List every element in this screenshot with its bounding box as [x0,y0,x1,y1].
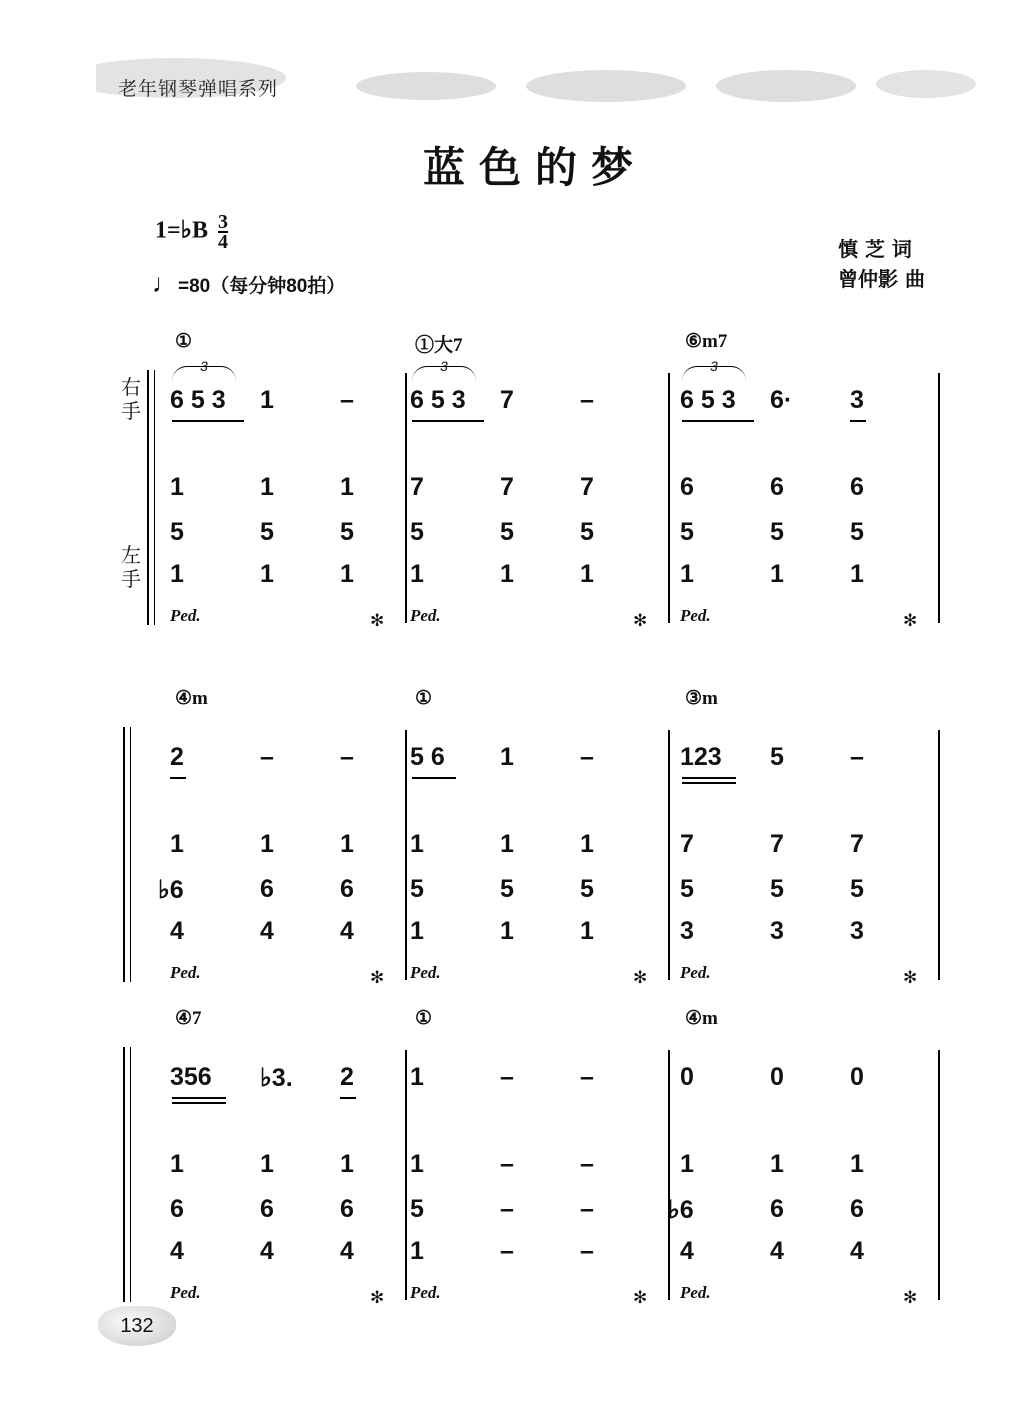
lh-note: 1 [340,473,354,501]
bar-line [668,1050,670,1300]
triplet-arc [172,366,236,381]
beam-underline [412,777,456,779]
chord-symbol: ④7 [175,1008,202,1029]
bar-line [668,730,670,980]
bar-line [405,1050,407,1300]
lh-note: 1 [680,1150,694,1178]
lh-note: 4 [850,1237,864,1265]
lh-note: 4 [680,1237,694,1265]
lh-note: 5 [170,518,184,546]
double-beam-underline [172,1097,226,1099]
rh-note: 3 [850,386,864,414]
system-bracket [147,370,149,625]
lh-note: 1 [500,830,514,858]
lh-note: 7 [580,473,594,501]
bar-line [938,1050,940,1300]
lh-note: 4 [260,1237,274,1265]
rh-note: – [260,743,274,771]
triplet-mark: 3 [440,358,448,374]
lh-note: 1 [410,560,424,588]
rh-note: 6· [770,386,793,414]
time-bottom: 4 [218,231,229,253]
lh-note: 7 [770,830,784,858]
pedal-mark: Ped. [410,606,441,625]
pedal-mark: Ped. [410,963,441,982]
rh-note: 0 [680,1063,694,1091]
lh-note: – [500,1150,514,1178]
rh-note: – [580,1063,594,1091]
page-number-heart-badge [98,1306,176,1346]
system-bracket [154,370,155,625]
rh-note: 6 5 3 [680,386,736,414]
chord-symbol: ③m [685,688,718,709]
lh-note: 1 [500,917,514,945]
pedal-release-mark: ✻ [903,1288,918,1307]
song-title: 蓝色的梦 [422,143,647,192]
lh-note: 1 [580,560,594,588]
lh-note: 1 [260,473,274,501]
lh-note: 5 [680,875,694,903]
lh-note: 5 [770,875,784,903]
lh-note: 5 [850,518,864,546]
pedal-mark: Ped. [170,963,201,982]
lh-note: 4 [260,917,274,945]
beam-underline [682,420,754,422]
lh-note: 5 [340,518,354,546]
time-signature [218,213,228,251]
lh-note: 1 [850,1150,864,1178]
lh-note: 5 [770,518,784,546]
beam-underline [172,420,244,422]
lh-note: 1 [770,560,784,588]
beam-underline [340,1097,356,1099]
lh-note: 1 [340,830,354,858]
pedal-mark: Ped. [680,963,711,982]
lh-note: 1 [410,1150,424,1178]
time-top: 3 [218,211,229,233]
pedal-mark: Ped. [170,606,201,625]
lh-note: 1 [170,1150,184,1178]
double-beam-underline [172,1102,226,1104]
rh-note: 356 [170,1063,212,1091]
rh-note: 1 [500,743,514,771]
left-hand-label [121,543,141,591]
bar-line [405,373,407,623]
pedal-release-mark: ✻ [370,968,385,987]
right-hand-char-2: 手 [121,399,141,423]
rh-note: 6 5 3 [410,386,466,414]
lh-note: 5 [410,875,424,903]
rh-note: – [340,743,354,771]
lh-note: 4 [170,1237,184,1265]
pedal-release-mark: ✻ [370,1288,385,1307]
pedal-release-mark: ✻ [633,611,648,630]
lh-note: 5 [260,518,274,546]
lh-note: ♭6 [158,876,184,904]
lh-note: 6 [850,1195,864,1223]
lh-note: 1 [410,917,424,945]
chord-symbol: ① [175,331,193,352]
lh-note: 6 [850,473,864,501]
lh-note: 1 [340,1150,354,1178]
rh-note: – [580,743,594,771]
beam-underline [170,777,186,779]
bar-line [405,730,407,980]
lh-note: 3 [770,917,784,945]
lyricist: 慎 芝 词 [838,237,912,261]
system-bracket [123,1047,125,1302]
system-bracket [130,727,131,982]
key-signature [155,213,228,251]
rh-note: – [850,743,864,771]
lh-note: 5 [500,875,514,903]
rh-note: 0 [850,1063,864,1091]
lh-note: 4 [340,1237,354,1265]
lh-note: 1 [340,560,354,588]
system-bracket [130,1047,131,1302]
chord-symbol: ④m [175,688,208,709]
tempo-marking [152,268,345,299]
lh-note: – [500,1237,514,1265]
rh-note: 1 [260,386,274,414]
pedal-release-mark: ✻ [903,968,918,987]
lh-note: 5 [410,1195,424,1223]
lh-note: 5 [580,518,594,546]
chord-symbol: ① [415,1008,433,1029]
pedal-mark: Ped. [680,606,711,625]
bar-line [668,373,670,623]
lh-note: 5 [500,518,514,546]
lh-note: 5 [410,518,424,546]
pedal-mark: Ped. [410,1283,441,1302]
tempo-text: =80（每分钟80拍） [178,276,346,297]
lh-note: 1 [170,560,184,588]
lh-note: 6 [770,473,784,501]
lh-note: 6 [260,875,274,903]
lh-note: 1 [680,560,694,588]
lh-note: 1 [770,1150,784,1178]
lh-note: 1 [500,560,514,588]
triplet-arc [682,366,746,381]
rh-note: – [340,386,354,414]
lh-note: 6 [680,473,694,501]
right-hand-char-1: 右 [121,375,141,399]
lh-note: – [500,1195,514,1223]
lh-note: – [580,1195,594,1223]
chord-symbol: ① [415,688,433,709]
chord-symbol: ④m [685,1008,718,1029]
lh-note: 1 [410,830,424,858]
series-title: 老年钢琴弹唱系列 [118,79,279,100]
triplet-arc [412,366,476,381]
lh-note: 6 [340,875,354,903]
lh-note: 6 [340,1195,354,1223]
lh-note: 1 [170,830,184,858]
lh-note: 5 [850,875,864,903]
left-hand-char-2: 手 [121,567,141,591]
lh-note: 1 [260,560,274,588]
page-number: 132 [120,1315,154,1337]
lh-note: ♭6 [668,1196,694,1224]
lh-note: 4 [170,917,184,945]
bar-line [938,730,940,980]
composer: 曾仲影 曲 [838,267,925,291]
lh-note: – [580,1237,594,1265]
rh-note: ♭3. [260,1064,293,1092]
lh-note: – [580,1150,594,1178]
rh-note: 2 [340,1063,354,1091]
lh-note: 1 [410,1237,424,1265]
lh-note: 7 [850,830,864,858]
beam-underline [850,420,866,422]
key-label: 1=♭B [155,217,209,244]
right-hand-label [121,375,141,423]
rh-note: 1 [410,1063,424,1091]
lh-note: 7 [500,473,514,501]
lh-note: 3 [680,917,694,945]
rh-note: 5 6 [410,743,445,771]
rh-note: 7 [500,386,514,414]
lh-note: 5 [680,518,694,546]
lh-note: 1 [170,473,184,501]
rh-note: 6 5 3 [170,386,226,414]
double-beam-underline [682,777,736,779]
lh-note: 4 [340,917,354,945]
left-hand-char-1: 左 [121,543,141,567]
lh-note: 1 [850,560,864,588]
lh-note: 6 [260,1195,274,1223]
rh-note: 123 [680,743,722,771]
lh-note: 1 [580,830,594,858]
triplet-mark: 3 [710,358,718,374]
lh-note: 7 [680,830,694,858]
system-bracket [123,727,125,982]
pedal-release-mark: ✻ [633,968,648,987]
bar-line [938,373,940,623]
lh-note: 4 [770,1237,784,1265]
credits [838,234,925,294]
pedal-release-mark: ✻ [633,1288,648,1307]
beam-underline [412,420,484,422]
lh-note: 6 [770,1195,784,1223]
lh-note: 7 [410,473,424,501]
quarter-note-icon: ♩ [152,268,178,298]
pedal-mark: Ped. [170,1283,201,1302]
chord-symbol: ⑥m7 [685,331,728,352]
rh-note: – [580,386,594,414]
lh-note: 1 [260,1150,274,1178]
rh-note: 0 [770,1063,784,1091]
pedal-release-mark: ✻ [370,611,385,630]
lh-note: 3 [850,917,864,945]
lh-note: 5 [580,875,594,903]
pedal-mark: Ped. [680,1283,711,1302]
triplet-mark: 3 [200,358,208,374]
lh-note: 1 [260,830,274,858]
chord-symbol: ①大7 [415,335,463,356]
lh-note: 1 [580,917,594,945]
rh-note: – [500,1063,514,1091]
double-beam-underline [682,782,736,784]
pedal-release-mark: ✻ [903,611,918,630]
rh-note: 5 [770,743,784,771]
rh-note: 2 [170,743,184,771]
lh-note: 6 [170,1195,184,1223]
